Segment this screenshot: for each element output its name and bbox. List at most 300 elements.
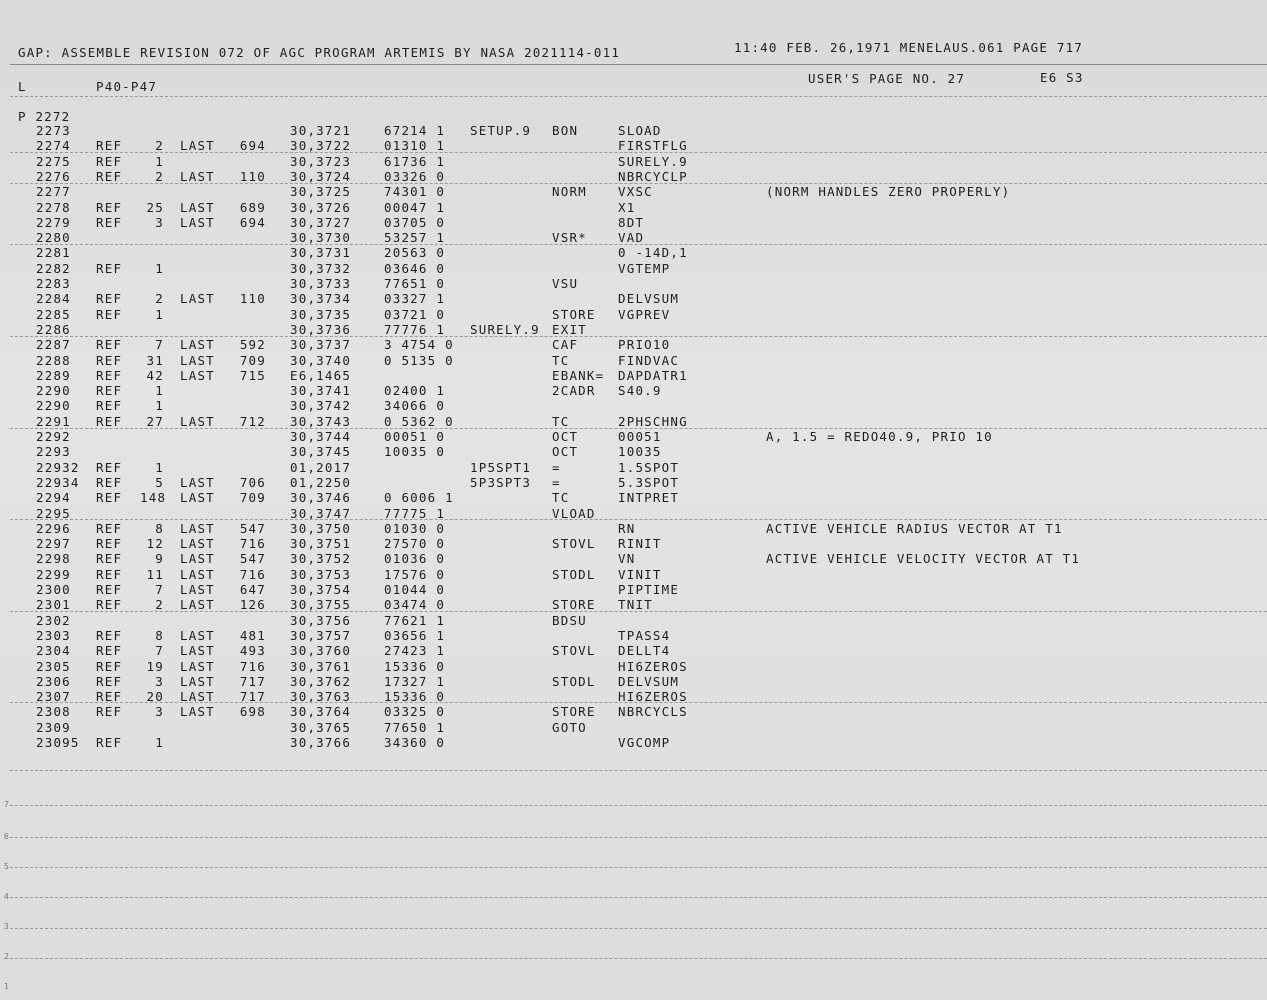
listing-row — [0, 338, 1267, 353]
row-line-number: 2295 — [36, 505, 71, 521]
row-ref-keyword: REF — [96, 199, 123, 215]
row-address: 30,3766 — [290, 735, 352, 750]
row-line-number: 2283 — [36, 276, 71, 291]
row-last-page: 547 — [239, 551, 266, 567]
row-ref-keyword: REF — [96, 337, 123, 353]
listing-row — [0, 721, 1267, 736]
listing-row — [0, 552, 1267, 567]
margin-mark: 7 — [4, 800, 9, 809]
row-address: 30,3721 — [290, 123, 352, 138]
listing-row — [0, 491, 1267, 506]
row-opcode: VSR* — [552, 230, 587, 246]
row-opcode: EBANK= — [552, 367, 605, 383]
row-address: 30,3726 — [290, 199, 352, 215]
row-last-page: 110 — [239, 291, 266, 307]
row-line-number: 2273 — [36, 123, 71, 138]
row-ref-keyword: REF — [96, 551, 123, 567]
row-opcode: TC — [552, 413, 570, 429]
margin-mark: 3 — [4, 922, 9, 931]
row-opcode: OCT — [552, 444, 579, 460]
row-opcode: BON — [552, 123, 579, 138]
row-opcode: VLOAD — [552, 505, 596, 521]
row-last-keyword: LAST — [180, 214, 215, 230]
row-ref-keyword: REF — [96, 582, 123, 597]
row-operand: SLOAD — [618, 123, 662, 138]
row-operand: 8DT — [618, 214, 645, 230]
row-opcode: BDSU — [552, 612, 587, 628]
row-ref-count: 12 — [146, 536, 164, 552]
row-line-number: 2276 — [36, 168, 71, 184]
row-ref-keyword: REF — [96, 383, 123, 399]
margin-mark: 1 — [4, 982, 9, 991]
row-line-number: 2293 — [36, 444, 71, 460]
row-address: 30,3760 — [290, 643, 352, 659]
listing-row — [0, 445, 1267, 460]
row-line-number: 2294 — [36, 490, 71, 506]
paper-rule — [10, 611, 1267, 613]
row-last-page: 694 — [239, 138, 266, 154]
row-address: 30,3733 — [290, 276, 352, 291]
row-address: 30,3735 — [290, 306, 352, 322]
row-address: 30,3725 — [290, 184, 352, 200]
row-ref-count: 2 — [155, 168, 164, 184]
row-opcode: NORM — [552, 184, 587, 200]
row-octal-word: 53257 1 — [384, 230, 446, 246]
row-address: 30,3764 — [290, 704, 352, 720]
paper-rule — [10, 428, 1267, 430]
row-octal-word: 17327 1 — [384, 673, 446, 689]
row-last-page: 698 — [239, 704, 266, 720]
row-ref-keyword: REF — [96, 490, 123, 506]
row-opcode: STORE — [552, 704, 596, 720]
row-ref-count: 7 — [155, 643, 164, 659]
listing-row — [0, 430, 1267, 445]
row-last-page: 716 — [239, 566, 266, 582]
header-bank-tag: E6 S3 — [1040, 70, 1084, 85]
row-ref-count: 31 — [146, 352, 164, 368]
header-rule-2 — [10, 96, 1267, 98]
row-ref-keyword: REF — [96, 658, 123, 674]
row-octal-word: 27570 0 — [384, 536, 446, 552]
row-address: 30,3737 — [290, 337, 352, 353]
row-last-keyword: LAST — [180, 689, 215, 705]
row-ref-count: 3 — [155, 214, 164, 230]
row-ref-keyword: REF — [96, 689, 123, 705]
row-opcode: CAF — [552, 337, 579, 353]
row-line-number: 2303 — [36, 627, 71, 643]
row-line-number: 2306 — [36, 673, 71, 689]
row-address: 30,3731 — [290, 245, 352, 261]
row-address: 30,3724 — [290, 168, 352, 184]
row-address: 30,3751 — [290, 536, 352, 552]
row-operand: HI6ZEROS — [618, 689, 688, 705]
row-ref-count: 11 — [146, 566, 164, 582]
row-last-keyword: LAST — [180, 199, 215, 215]
row-operand: VAD — [618, 230, 645, 246]
row-operand: HI6ZEROS — [618, 658, 688, 674]
row-octal-word: 03705 0 — [384, 214, 446, 230]
row-address: E6,1465 — [290, 367, 352, 383]
row-ref-keyword: REF — [96, 704, 123, 720]
row-line-number: 2278 — [36, 199, 71, 215]
paper-rule — [10, 244, 1267, 246]
row-last-keyword: LAST — [180, 704, 215, 720]
row-operand: INTPRET — [618, 490, 680, 506]
row-line-number: 2280 — [36, 230, 71, 246]
row-ref-keyword: REF — [96, 153, 123, 169]
row-last-keyword: LAST — [180, 566, 215, 582]
row-comment: (NORM HANDLES ZERO PROPERLY) — [766, 184, 1011, 200]
row-line-number: 2301 — [36, 597, 71, 613]
row-octal-word: 74301 0 — [384, 184, 446, 200]
row-operand: TPASS4 — [618, 627, 671, 643]
row-ref-count: 2 — [155, 138, 164, 154]
row-ref-count: 8 — [155, 627, 164, 643]
row-opcode: 2CADR — [552, 383, 596, 399]
listing-row — [0, 736, 1267, 751]
row-operand: VGTEMP — [618, 260, 671, 276]
row-line-number: 2281 — [36, 245, 71, 261]
row-ref-keyword: REF — [96, 413, 123, 429]
row-line-number: 2274 — [36, 138, 71, 154]
row-comment: ACTIVE VEHICLE VELOCITY VECTOR AT T1 — [766, 551, 1081, 567]
row-octal-word: 03326 0 — [384, 168, 446, 184]
margin-mark: 2 — [4, 952, 9, 961]
row-address: 30,3753 — [290, 566, 352, 582]
row-opcode: VSU — [552, 276, 579, 291]
row-line-number: 2291 — [36, 413, 71, 429]
page-marker: P 2272 — [18, 109, 71, 124]
row-octal-word: 15336 0 — [384, 658, 446, 674]
row-octal-word: 02400 1 — [384, 383, 446, 399]
row-ref-keyword: REF — [96, 474, 123, 490]
listing-row — [0, 277, 1267, 292]
row-operand: 10035 — [618, 444, 662, 460]
row-ref-count: 20 — [146, 689, 164, 705]
row-address: 30,3732 — [290, 260, 352, 276]
row-octal-word: 77651 0 — [384, 276, 446, 291]
row-octal-word: 34066 0 — [384, 398, 446, 414]
row-ref-keyword: REF — [96, 367, 123, 383]
row-octal-word: 00047 1 — [384, 199, 446, 215]
row-ref-keyword: REF — [96, 597, 123, 613]
row-line-number: 2287 — [36, 337, 71, 353]
row-ref-count: 9 — [155, 551, 164, 567]
row-address: 30,3765 — [290, 719, 352, 735]
row-operand: PIPTIME — [618, 582, 680, 597]
row-comment: ACTIVE VEHICLE RADIUS VECTOR AT T1 — [766, 520, 1063, 536]
row-operand: DELVSUM — [618, 291, 680, 307]
row-address: 30,3734 — [290, 291, 352, 307]
row-ref-keyword: REF — [96, 627, 123, 643]
row-octal-word: 0 6006 1 — [384, 490, 454, 506]
row-ref-keyword: REF — [96, 398, 123, 414]
row-opcode: STOVL — [552, 643, 596, 659]
listing-row — [0, 216, 1267, 231]
listing-row — [0, 124, 1267, 139]
paper-rule — [10, 805, 1267, 807]
row-address: 30,3757 — [290, 627, 352, 643]
row-ref-count: 2 — [155, 291, 164, 307]
row-line-number: 2304 — [36, 643, 71, 659]
row-last-page: 592 — [239, 337, 266, 353]
row-line-number: 22932 — [36, 459, 80, 475]
header-rule — [10, 64, 1267, 66]
row-address: 30,3755 — [290, 597, 352, 613]
row-line-number: 2282 — [36, 260, 71, 276]
row-line-number: 2297 — [36, 536, 71, 552]
row-last-keyword: LAST — [180, 168, 215, 184]
row-line-number: 2296 — [36, 520, 71, 536]
row-address: 30,3744 — [290, 429, 352, 444]
row-line-number: 2277 — [36, 184, 71, 200]
paper-rule — [10, 867, 1267, 869]
row-operand: DELLT4 — [618, 643, 671, 659]
row-ref-count: 42 — [146, 367, 164, 383]
row-opcode: GOTO — [552, 719, 587, 735]
row-operand: 1.5SPOT — [618, 459, 680, 475]
row-last-page: 493 — [239, 643, 266, 659]
row-ref-count: 8 — [155, 520, 164, 536]
row-address: 30,3727 — [290, 214, 352, 230]
row-address: 01,2017 — [290, 459, 352, 475]
row-last-keyword: LAST — [180, 520, 215, 536]
row-operand: NBRCYCLP — [618, 168, 688, 184]
paper-rule — [10, 837, 1267, 839]
row-line-number: 2279 — [36, 214, 71, 230]
row-octal-word: 67214 1 — [384, 123, 446, 138]
row-ref-keyword: REF — [96, 536, 123, 552]
row-ref-keyword: REF — [96, 138, 123, 154]
row-last-page: 694 — [239, 214, 266, 230]
row-line-number: 2292 — [36, 429, 71, 444]
margin-mark: 4 — [4, 892, 9, 901]
row-operand: 5.3SPOT — [618, 474, 680, 490]
paper-rule — [10, 519, 1267, 521]
row-ref-count: 27 — [146, 413, 164, 429]
listing-row — [0, 675, 1267, 690]
row-octal-word: 01036 0 — [384, 551, 446, 567]
row-address: 30,3742 — [290, 398, 352, 414]
margin-mark: 6 — [4, 832, 9, 841]
row-last-keyword: LAST — [180, 291, 215, 307]
listing-row — [0, 292, 1267, 307]
row-octal-word: 3 4754 0 — [384, 337, 454, 353]
listing-row — [0, 537, 1267, 552]
row-ref-count: 1 — [155, 383, 164, 399]
row-operand: PRIO10 — [618, 337, 671, 353]
row-opcode: TC — [552, 352, 570, 368]
row-line-number: 2299 — [36, 566, 71, 582]
row-label: SETUP.9 — [470, 123, 532, 138]
row-address: 30,3723 — [290, 153, 352, 169]
row-last-page: 716 — [239, 658, 266, 674]
header-title: GAP: ASSEMBLE REVISION 072 OF AGC PROGRAM ARTEMIS BY NASA 2021114-011 — [18, 45, 621, 60]
row-opcode: STOVL — [552, 536, 596, 552]
paper-rule — [10, 702, 1267, 704]
row-address: 30,3736 — [290, 321, 352, 337]
row-octal-word: 17576 0 — [384, 566, 446, 582]
row-last-page: 126 — [239, 597, 266, 613]
header-user-page: USER'S PAGE NO. 27 — [808, 71, 966, 86]
row-address: 30,3762 — [290, 673, 352, 689]
row-ref-count: 1 — [155, 735, 164, 750]
row-opcode: EXIT — [552, 321, 587, 337]
row-address: 30,3750 — [290, 520, 352, 536]
listing-row — [0, 614, 1267, 629]
row-opcode: = — [552, 474, 561, 490]
row-address: 30,3722 — [290, 138, 352, 154]
row-last-page: 481 — [239, 627, 266, 643]
row-opcode: STODL — [552, 673, 596, 689]
row-octal-word: 03325 0 — [384, 704, 446, 720]
header-program-range: P40-P47 — [96, 79, 158, 94]
row-ref-count: 25 — [146, 199, 164, 215]
row-address: 30,3743 — [290, 413, 352, 429]
row-operand: DAPDATR1 — [618, 367, 688, 383]
row-line-number: 2302 — [36, 612, 71, 628]
row-operand: RINIT — [618, 536, 662, 552]
margin-mark: 5 — [4, 862, 9, 871]
row-ref-keyword: REF — [96, 214, 123, 230]
row-octal-word: 77650 1 — [384, 719, 446, 735]
listing-row — [0, 201, 1267, 216]
listing-row — [0, 262, 1267, 277]
row-last-page: 716 — [239, 536, 266, 552]
row-octal-word: 77775 1 — [384, 505, 446, 521]
row-ref-keyword: REF — [96, 260, 123, 276]
row-octal-word: 01030 0 — [384, 520, 446, 536]
row-opcode: STORE — [552, 306, 596, 322]
row-operand: 0 -14D,1 — [618, 245, 688, 261]
header-timestamp: 11:40 FEB. 26,1971 MENELAUS.061 PAGE 717 — [734, 40, 1084, 55]
row-line-number: 2288 — [36, 352, 71, 368]
row-octal-word: 15336 0 — [384, 689, 446, 705]
row-address: 01,2250 — [290, 474, 352, 490]
row-address: 30,3746 — [290, 490, 352, 506]
row-opcode: STORE — [552, 597, 596, 613]
row-address: 30,3763 — [290, 689, 352, 705]
row-octal-word: 03656 1 — [384, 627, 446, 643]
listing-row — [0, 583, 1267, 598]
row-ref-keyword: REF — [96, 168, 123, 184]
listing-row — [0, 705, 1267, 720]
listing-row — [0, 155, 1267, 170]
row-ref-keyword: REF — [96, 291, 123, 307]
listing-row — [0, 644, 1267, 659]
row-line-number: 2290 — [36, 383, 71, 399]
listing-row — [0, 354, 1267, 369]
row-address: 30,3747 — [290, 505, 352, 521]
row-last-keyword: LAST — [180, 597, 215, 613]
row-last-keyword: LAST — [180, 582, 215, 597]
row-ref-keyword: REF — [96, 520, 123, 536]
row-address: 30,3756 — [290, 612, 352, 628]
row-line-number: 2298 — [36, 551, 71, 567]
row-label: SURELY.9 — [470, 321, 540, 337]
row-ref-keyword: REF — [96, 566, 123, 582]
row-last-page: 647 — [239, 582, 266, 597]
row-last-keyword: LAST — [180, 490, 215, 506]
row-operand: 2PHSCHNG — [618, 413, 688, 429]
row-ref-count: 1 — [155, 459, 164, 475]
row-ref-keyword: REF — [96, 306, 123, 322]
row-line-number: 2275 — [36, 153, 71, 169]
row-address: 30,3730 — [290, 230, 352, 246]
row-octal-word: 34360 0 — [384, 735, 446, 750]
row-operand: TNIT — [618, 597, 653, 613]
row-operand: SURELY.9 — [618, 153, 688, 169]
row-operand: FIRSTFLG — [618, 138, 688, 154]
row-operand: X1 — [618, 199, 636, 215]
listing-row — [0, 308, 1267, 323]
row-last-keyword: LAST — [180, 138, 215, 154]
paper-rule — [10, 770, 1267, 772]
row-ref-count: 2 — [155, 597, 164, 613]
row-ref-count: 148 — [140, 490, 167, 506]
row-last-keyword: LAST — [180, 643, 215, 659]
row-last-page: 715 — [239, 367, 266, 383]
row-operand: 00051 — [618, 429, 662, 444]
row-ref-count: 1 — [155, 260, 164, 276]
row-comment: A, 1.5 = REDO40.9, PRIO 10 — [766, 429, 993, 444]
row-line-number: 2285 — [36, 306, 71, 322]
paper-rule — [10, 897, 1267, 899]
row-octal-word: 77776 1 — [384, 321, 446, 337]
row-ref-count: 1 — [155, 153, 164, 169]
listing-row — [0, 461, 1267, 476]
row-octal-word: 77621 1 — [384, 612, 446, 628]
row-last-page: 717 — [239, 689, 266, 705]
row-address: 30,3745 — [290, 444, 352, 460]
row-octal-word: 01310 1 — [384, 138, 446, 154]
row-label: 5P3SPT3 — [470, 474, 532, 490]
row-operand: RN — [618, 520, 636, 536]
row-opcode: STODL — [552, 566, 596, 582]
row-octal-word: 03327 1 — [384, 291, 446, 307]
row-ref-keyword: REF — [96, 459, 123, 475]
row-last-keyword: LAST — [180, 352, 215, 368]
row-line-number: 2305 — [36, 658, 71, 674]
row-last-keyword: LAST — [180, 413, 215, 429]
row-last-page: 709 — [239, 490, 266, 506]
row-address: 30,3752 — [290, 551, 352, 567]
row-ref-count: 19 — [146, 658, 164, 674]
row-ref-keyword: REF — [96, 352, 123, 368]
row-operand: VN — [618, 551, 636, 567]
row-line-number: 23095 — [36, 735, 80, 750]
row-ref-count: 3 — [155, 673, 164, 689]
row-line-number: 2307 — [36, 689, 71, 705]
row-ref-count: 5 — [155, 474, 164, 490]
row-octal-word: 03721 0 — [384, 306, 446, 322]
row-line-number: 2286 — [36, 321, 71, 337]
row-last-keyword: LAST — [180, 658, 215, 674]
listing-row — [0, 369, 1267, 384]
row-last-keyword: LAST — [180, 367, 215, 383]
row-address: 30,3754 — [290, 582, 352, 597]
listing-row — [0, 660, 1267, 675]
row-last-page: 712 — [239, 413, 266, 429]
row-ref-keyword: REF — [96, 735, 123, 750]
row-last-keyword: LAST — [180, 627, 215, 643]
row-last-keyword: LAST — [180, 337, 215, 353]
row-ref-keyword: REF — [96, 643, 123, 659]
paper-rule — [10, 183, 1267, 185]
row-line-number: 2290 — [36, 398, 71, 414]
row-operand: VGCOMP — [618, 735, 671, 750]
row-octal-word: 03646 0 — [384, 260, 446, 276]
